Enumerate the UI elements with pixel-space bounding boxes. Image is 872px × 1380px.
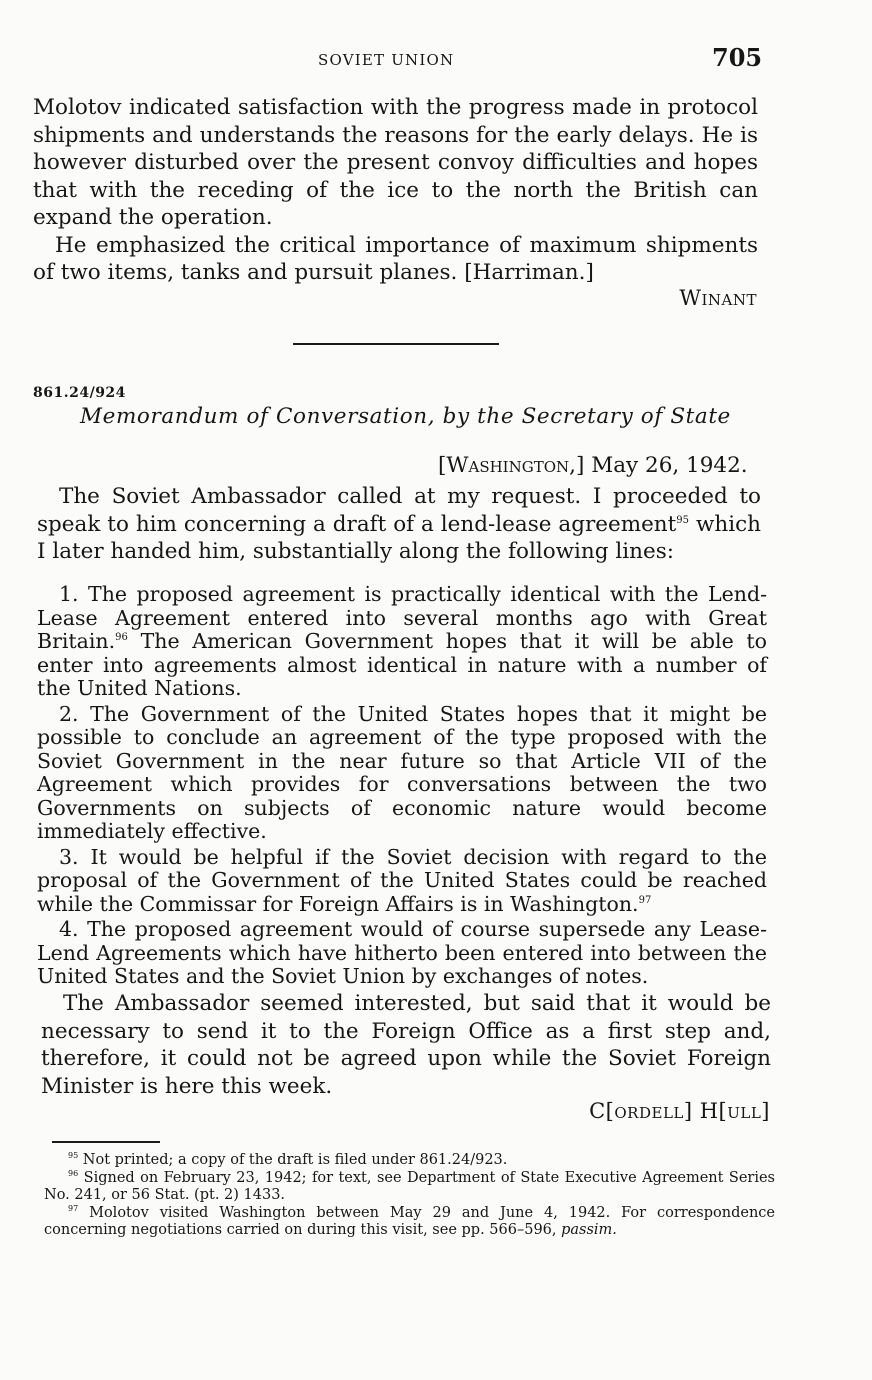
intro-paragraph xyxy=(37,483,761,566)
item-4: 4. The proposed agreement would of course supersede any Lease-Lend Agreements which have hitherto been entered into between the United States and the Soviet Union by exchanges of notes. xyxy=(37,917,767,988)
footnote-96 xyxy=(44,1170,775,1205)
memo-closing xyxy=(41,990,771,1100)
footnote-97-text: Molotov visited Washington between May 29 and June 4, 1942. For correspondence concerning negotiations carried on during this visit, see pp. 566–596, xyxy=(44,1204,775,1238)
item-1 xyxy=(37,583,767,701)
intro-text-tail: which I later handed him, substantially along the following lines: xyxy=(37,511,761,564)
dateline-place: [Washington,] xyxy=(438,453,585,478)
section-divider xyxy=(293,343,499,345)
footnote-97-mark: 97 xyxy=(68,1203,79,1213)
winant-signature: Winant xyxy=(679,286,757,310)
running-header xyxy=(0,45,872,75)
carryover-section xyxy=(33,94,758,287)
footnotes xyxy=(44,1152,775,1240)
memo-intro xyxy=(37,483,761,566)
hull-signature: C[ordell] H[ull] xyxy=(589,1099,770,1123)
dateline-date: May 26, 1942. xyxy=(591,453,748,478)
footnote-95 xyxy=(44,1152,775,1170)
memo-title: Memorandum of Conversation, by the Secretary of State xyxy=(80,404,731,429)
item-3 xyxy=(37,846,767,917)
carryover-paragraph-2: He emphasized the critical importance of maximum shipments of two items, tanks and pursuit planes. [Harriman.] xyxy=(33,232,758,285)
footnote-96-text: Signed on February 23, 1942; for text, see Department of State Executive Agreement Series No. 241, or 56 Stat. (pt. 2) 1433. xyxy=(44,1169,776,1203)
item-2: 2. The Government of the United States hopes that it might be possible to conclude an agreement of the type proposed with the Soviet Government in the near future so that Article VII of the Agreement which provides for conversations between the two Governments on subjects of economic nature would become immediately effective. xyxy=(37,701,767,843)
footnote-95-mark: 95 xyxy=(68,1151,79,1161)
footnote-ref-97: 97 xyxy=(638,894,652,906)
footnote-97 xyxy=(44,1205,775,1240)
footnote-95-text: Not printed; a copy of the draft is filed under 861.24/923. xyxy=(82,1152,508,1168)
item-1-text: 1. The proposed agreement is practically identical with the Lend-Lease Agreement entered into several months ago with Great Britain. xyxy=(37,582,767,653)
closing-paragraph: The Ambassador seemed interested, but said that it would be necessary to send it to the Foreign Office as a first step and, therefore, it could not be agreed upon while the Soviet Foreign Minister is here this week. xyxy=(41,991,771,1099)
numbered-items xyxy=(37,583,767,989)
footnote-ref-95: 95 xyxy=(676,514,690,526)
carryover-paragraph-1: Molotov indicated satisfaction with the progress made in protocol shipments and understands the reasons for the early delays. He is however disturbed over the present convoy difficulties and hopes that with the receding of the ice to the north the British can expand the operation. xyxy=(33,95,758,230)
footnote-ref-96: 96 xyxy=(115,632,128,644)
file-number: 861.24/924 xyxy=(33,385,126,401)
footnote-divider xyxy=(52,1141,160,1143)
intro-text: The Soviet Ambassador called at my request. I proceeded to speak to him concerning a draft of a lend-lease agreement xyxy=(37,484,761,537)
dateline xyxy=(438,453,748,478)
running-title: SOVIET UNION xyxy=(318,51,455,69)
footnote-97-passim: passim. xyxy=(561,1222,617,1238)
item-3-text: 3. It would be helpful if the Soviet decision with regard to the proposal of the Government of the United States could be reached while the Commissar for Foreign Affairs is in Washington. xyxy=(37,844,767,916)
page-number: 705 xyxy=(712,43,763,72)
item-1-text-tail: The American Government hopes that it will be able to enter into agreements almost identical in nature with a number of the United Nations. xyxy=(37,629,767,700)
footnote-96-mark: 96 xyxy=(68,1168,79,1178)
